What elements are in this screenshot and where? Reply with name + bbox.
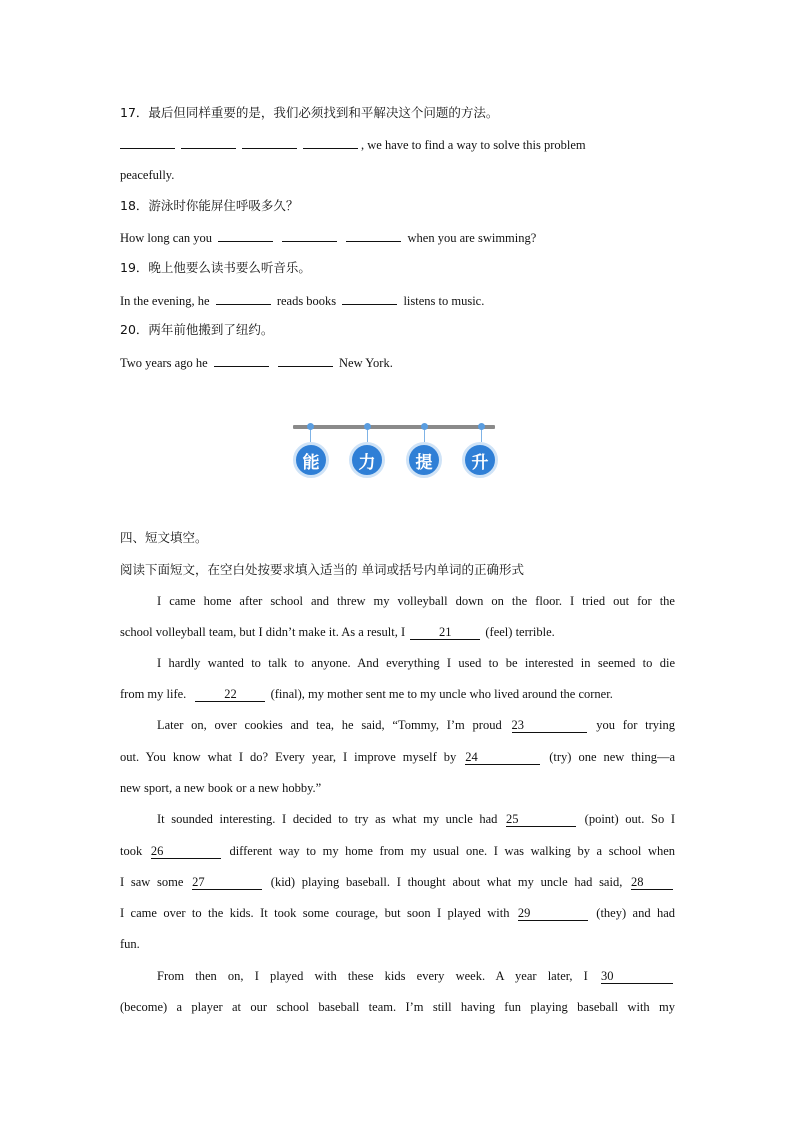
q19-chinese: 19．晚上他要么读书要么听音乐。 [120,260,311,275]
p3-text-d: (try) one new thing—a [549,750,676,764]
ability-banner [293,422,498,482]
blank-26[interactable]: 26 [151,844,221,859]
banner-stem [310,428,311,442]
p5-text-a: From then on, I played with these kids every week. A year later, I [157,969,588,983]
p4-line1 [120,811,675,827]
q19-blank-1[interactable] [216,292,271,305]
p4-text-c: took [120,844,143,858]
q20-blank-1[interactable] [214,354,269,367]
p3-text-b: you for trying [596,718,676,732]
blank-30[interactable]: 30 [601,969,673,984]
q17-blank-3[interactable] [242,136,297,149]
blank-28[interactable]: 28 [631,875,673,890]
p1-line2 [120,624,675,640]
banner-char-2: 力 [349,442,385,478]
q18-text-b: when you are swimming? [407,231,537,245]
p2-line2 [120,686,675,702]
q17-text: , we have to find a way to solve this problem [361,138,586,152]
section4-instruction: 阅读下面短文，在空白处按要求填入适当的 单词或括号内单词的正确形式 [120,562,524,577]
q17-chinese: 17．最后但同样重要的是，我们必须找到和平解决这个问题的方法。 [120,105,499,120]
q17-blank-1[interactable] [120,136,175,149]
banner-char-4: 升 [462,442,498,478]
q19-blank-2[interactable] [342,292,397,305]
p4-text-g: I came over to the kids. It took some courage, but soon I played with [120,906,510,920]
q18-blank-3[interactable] [346,229,401,242]
q17-blank-4[interactable] [303,136,358,149]
q18-blank-2[interactable] [282,229,337,242]
p4-text-e: I saw some [120,875,184,889]
p1-line1: I came home after school and threw my volleyball down on the floor. I tried out for the [157,594,675,608]
p1-text-a: school volleyball team, but I didn’t make it. As a result, I [120,625,406,639]
banner-stem [424,428,425,442]
p4-text-b: (point) out. So I [584,812,676,826]
q17-english-line1 [120,136,675,153]
q20-blank-2[interactable] [278,354,333,367]
banner-char-1: 能 [293,442,329,478]
q19-text-a: In the evening, he [120,294,210,308]
q17-blank-2[interactable] [181,136,236,149]
p3-text-a: Later on, over cookies and tea, he said, “Tommy, I’m proud [157,718,502,732]
p3-line2 [120,749,675,765]
p3-line3: new sport, a new book or a new hobby.” [120,781,322,795]
p5-line2: (become) a player at our school baseball team. I’m still having fun playing baseball with my [120,1000,675,1014]
blank-29[interactable]: 29 [518,906,588,921]
banner-dot [421,423,428,430]
q18-chinese: 18．游泳时你能屏住呼吸多久？ [120,198,299,213]
p4-text-d: different way to my home from my usual one. I was walking by a school when [229,844,676,858]
q19-english [120,292,675,309]
banner-stem [367,428,368,442]
p2-text-a: from my life. [120,687,187,701]
blank-27[interactable]: 27 [192,875,262,890]
p4-text-a: It sounded interesting. I decided to try as what my uncle had [157,812,498,826]
blank-21[interactable]: 21 [410,625,480,640]
blank-25[interactable]: 25 [506,812,576,827]
banner-dot [307,423,314,430]
p3-text-c: out. You know what I do? Every year, I improve myself by [120,750,457,764]
banner-dot [478,423,485,430]
blank-23[interactable]: 23 [512,718,587,733]
q20-text-b: New York. [339,356,393,370]
q18-english [120,229,675,246]
q20-text-a: Two years ago he [120,356,208,370]
banner-dot [364,423,371,430]
p3-line1 [120,717,675,733]
banner-stem [481,428,482,442]
q19-text-b: reads books [276,294,337,308]
q20-english [120,354,675,371]
blank-24[interactable]: 24 [465,750,540,765]
blank-22[interactable]: 22 [195,687,265,702]
p4-text-f: (kid) playing baseball. I thought about what my uncle had said, [270,875,623,889]
banner-char-3: 提 [406,442,442,478]
p4-line4 [120,905,675,921]
p2-line1: I hardly wanted to talk to anyone. And everything I used to be interested in seemed to die [157,656,675,670]
p4-line2 [120,843,675,859]
q18-blank-1[interactable] [218,229,273,242]
q18-text-a: How long can you [120,231,212,245]
p1-text-b: (feel) terrible. [485,625,555,639]
section4-title: 四、短文填空。 [120,530,208,545]
q17-english-line2: peacefully. [120,168,175,182]
p2-text-b: (final), my mother sent me to my uncle who lived around the corner. [270,687,613,701]
p4-text-h: (they) and had [596,906,676,920]
p5-line1 [120,968,675,984]
q19-text-c: listens to music. [403,294,485,308]
q20-chinese: 20．两年前他搬到了纽约。 [120,322,274,337]
p4-line3 [120,874,675,890]
p4-line5: fun. [120,937,140,951]
banner-bar [293,425,495,429]
